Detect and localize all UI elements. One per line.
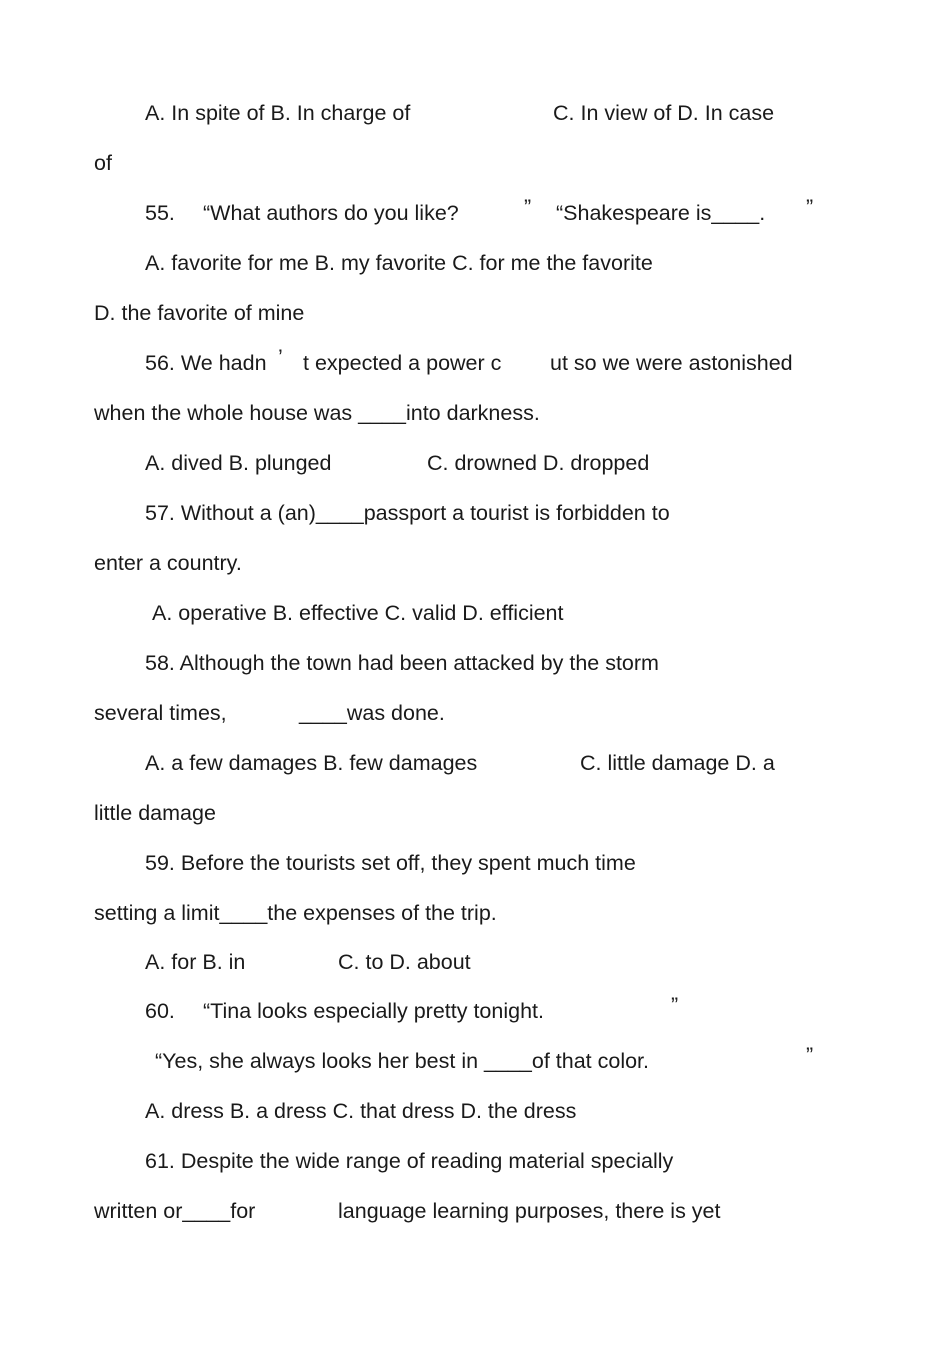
q59-options-ab: A. for B. in xyxy=(145,950,246,974)
q60-stem: “Tina looks especially pretty tonight. xyxy=(203,999,544,1023)
q58-options-ab: A. a few damages B. few damages xyxy=(145,751,478,775)
q60-reply: “Yes, she always looks her best in ____of that color. xyxy=(155,1049,649,1073)
q60-options: A. dress B. a dress C. that dress D. the dress xyxy=(145,1099,577,1123)
q55-close-quote-2: ” xyxy=(806,195,814,219)
q55-stem-part1: “What authors do you like? xyxy=(203,201,459,225)
q56-stem-part1: 56. We hadn xyxy=(145,351,267,375)
q57-stem-cont: enter a country. xyxy=(94,551,242,575)
q55-number: 55. xyxy=(145,201,175,225)
q59-stem-cont: setting a limit____the expenses of the trip. xyxy=(94,901,497,925)
q61-stem-cont-part1: written or____for xyxy=(94,1199,256,1223)
q57-options: A. operative B. effective C. valid D. efficient xyxy=(152,601,564,625)
q55-options-cont: D. the favorite of mine xyxy=(94,301,305,325)
q56-apostrophe: ’ xyxy=(278,345,283,369)
q58-stem: 58. Although the town had been attacked by the storm xyxy=(145,651,659,675)
q60-close-quote: ” xyxy=(671,993,679,1017)
q55-close-quote-1: ” xyxy=(524,195,532,219)
q56-stem-part3: ut so we were astonished xyxy=(550,351,793,375)
q58-stem-cont-part1: several times, xyxy=(94,701,227,725)
q59-stem: 59. Before the tourists set off, they spent much time xyxy=(145,851,636,875)
q56-stem-cont: when the whole house was ____into darkness. xyxy=(94,401,540,425)
q55-options: A. favorite for me B. my favorite C. for me the favorite xyxy=(145,251,653,275)
q59-options-cd: C. to D. about xyxy=(338,950,471,974)
q56-stem-part2: t expected a power c xyxy=(303,351,502,375)
q54-options-cont: of xyxy=(94,151,112,175)
q55-stem-part2: “Shakespeare is____. xyxy=(556,201,766,225)
q56-options-cd: C. drowned D. dropped xyxy=(427,451,650,475)
q58-stem-cont-part2: ____was done. xyxy=(299,701,445,725)
q58-options-cd: C. little damage D. a xyxy=(580,751,775,775)
q61-stem: 61. Despite the wide range of reading material specially xyxy=(145,1149,674,1173)
q60-reply-close-quote: ” xyxy=(806,1043,814,1067)
q58-options-cont: little damage xyxy=(94,801,216,825)
q61-stem-cont-part2: language learning purposes, there is yet xyxy=(338,1199,721,1223)
q54-options-ab: A. In spite of B. In charge of xyxy=(145,101,411,125)
q57-stem: 57. Without a (an)____passport a tourist is forbidden to xyxy=(145,501,670,525)
q54-options-cd: C. In view of D. In case xyxy=(553,101,775,125)
q60-number: 60. xyxy=(145,999,175,1023)
q56-options-ab: A. dived B. plunged xyxy=(145,451,332,475)
